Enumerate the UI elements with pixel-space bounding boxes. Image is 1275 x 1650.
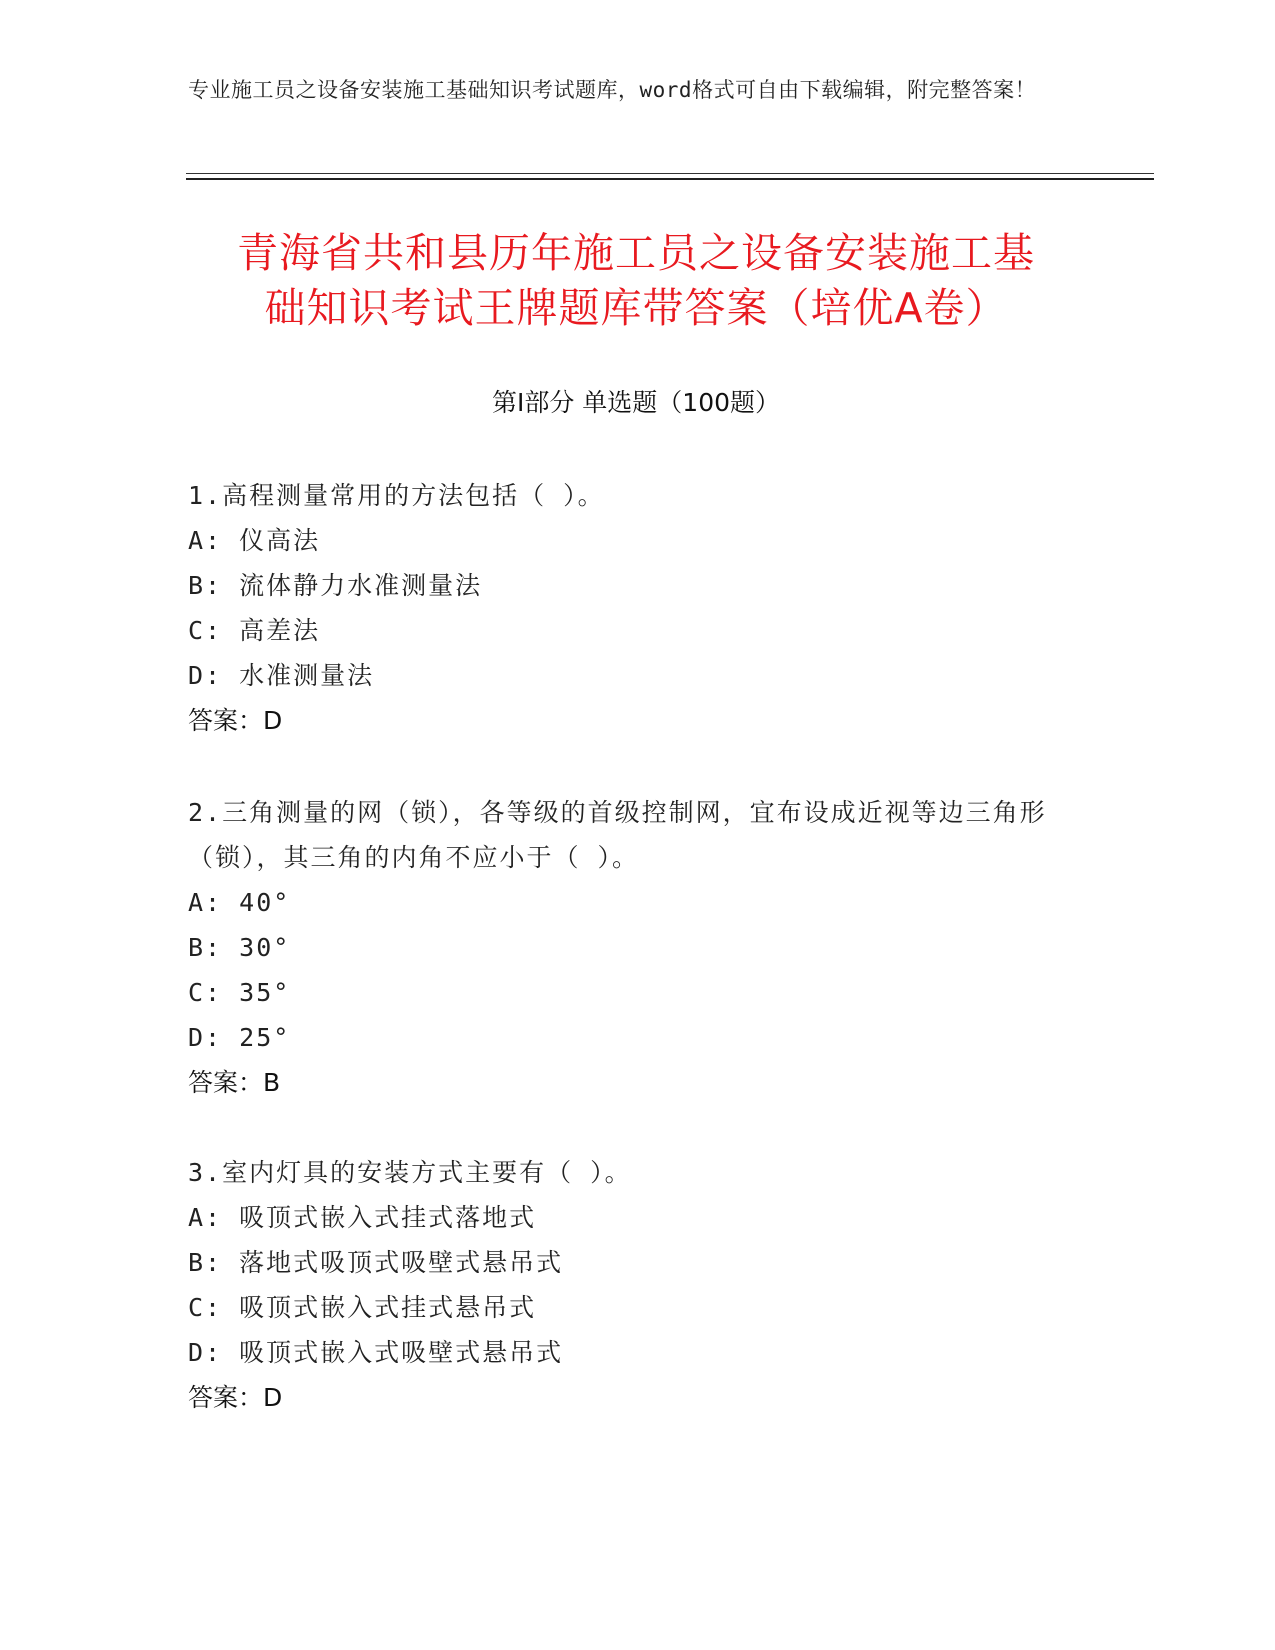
question-text: 1.高程测量常用的方法包括（ ）。 [188,481,605,510]
option-d: D: 水准测量法 [188,661,375,690]
question-text: 2.三角测量的网（锁），各等级的首级控制网，宜布设成近视等边三角形（锁），其三角的内角不应小于（ ）。 [188,798,1047,872]
option-c: C: 高差法 [188,616,321,645]
option-a: A: 仪高法 [188,526,321,555]
option-d: D: 25° [188,1023,291,1052]
title-line-2: 础知识考试王牌题库带答案（培优A卷） [264,284,1008,332]
document-title [186,226,1086,336]
option-a: A: 吸顶式嵌入式挂式落地式 [188,1203,537,1232]
question-3 [188,1150,1068,1420]
answer: 答案：B [188,1068,281,1097]
question-text: 3.室内灯具的安装方式主要有（ ）。 [188,1158,632,1187]
header-rule-thick [186,178,1154,180]
option-c: C: 吸顶式嵌入式挂式悬吊式 [188,1293,537,1322]
option-a: A: 40° [188,888,291,917]
option-d: D: 吸顶式嵌入式吸壁式悬吊式 [188,1338,564,1367]
answer: 答案：D [188,706,283,735]
option-c: C: 35° [188,978,291,1007]
option-b: B: 落地式吸顶式吸壁式悬吊式 [188,1248,564,1277]
question-1 [188,473,1068,743]
question-2 [188,790,1068,1105]
section-heading: 第Ⅰ部分 单选题（100题） [491,388,781,417]
header-rule-thin [186,173,1154,174]
option-b: B: 30° [188,933,291,962]
title-line-1: 青海省共和县历年施工员之设备安装施工基 [237,229,1035,277]
option-b: B: 流体静力水准测量法 [188,571,483,600]
answer: 答案：D [188,1383,283,1412]
header-note: 专业施工员之设备安装施工基础知识考试题库，word格式可自由下载编辑，附完整答案！ [188,78,1037,102]
